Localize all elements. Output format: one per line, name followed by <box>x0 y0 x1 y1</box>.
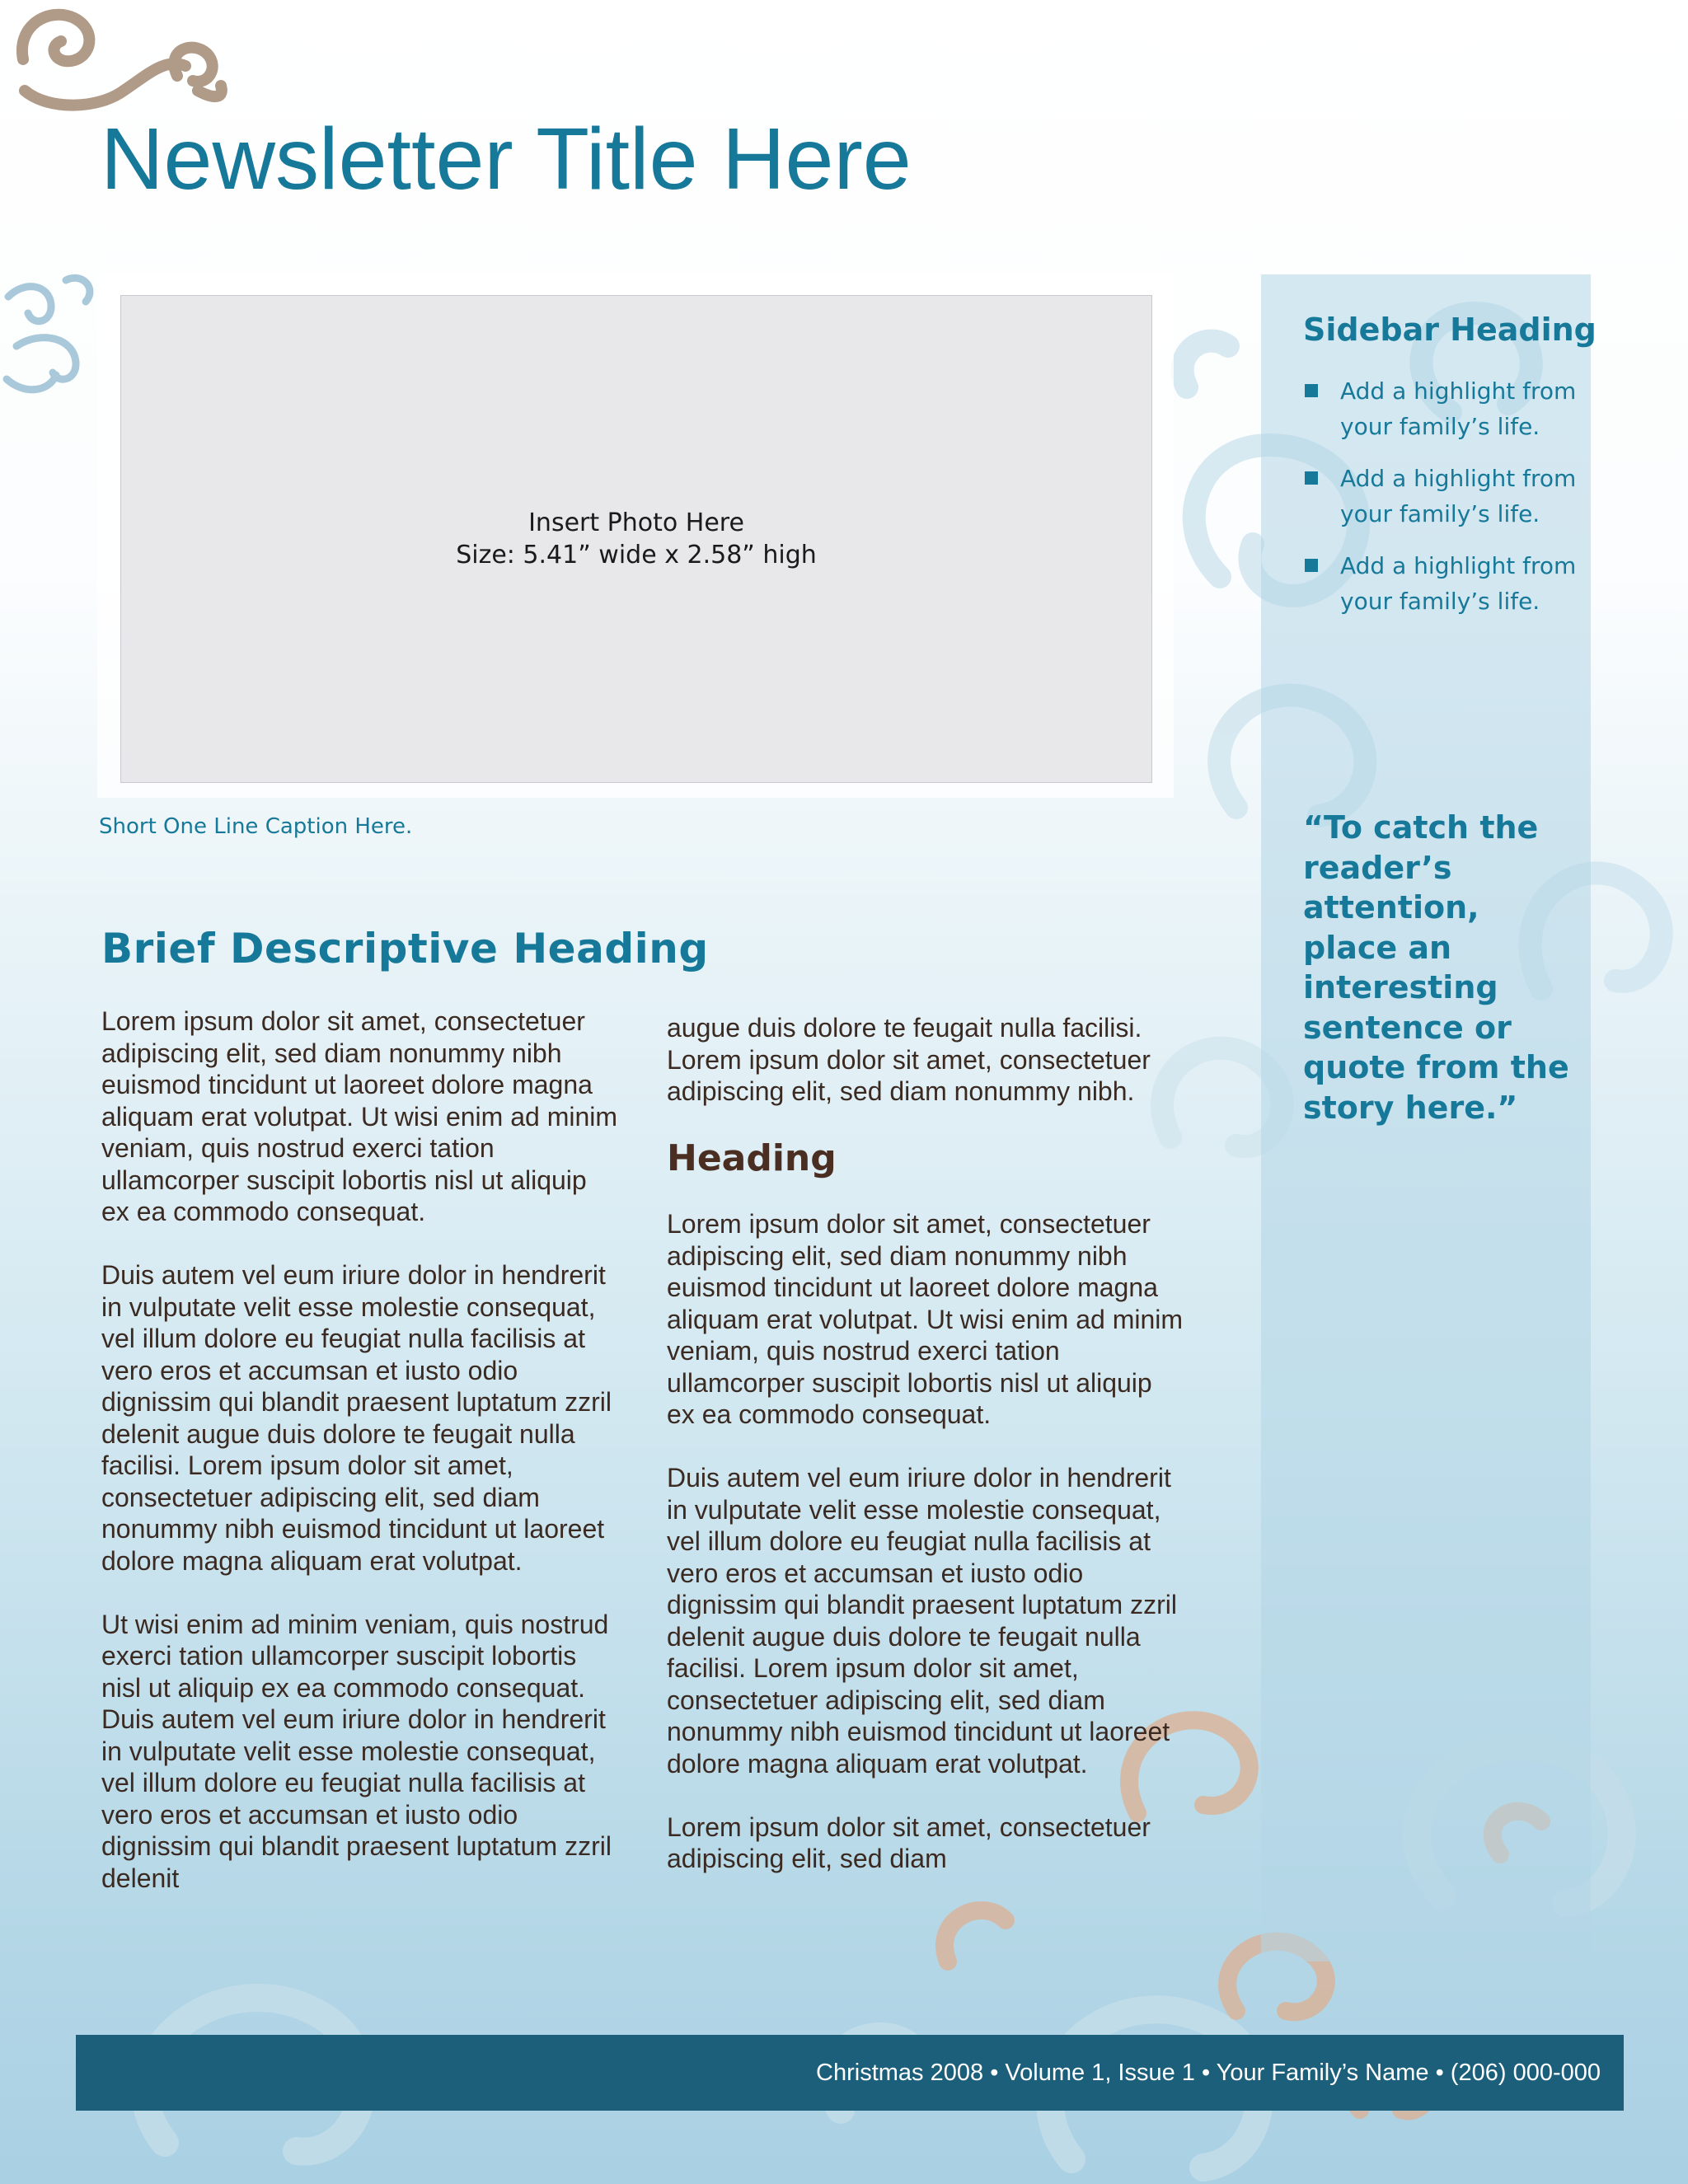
square-bullet-icon <box>1305 384 1318 397</box>
square-bullet-icon <box>1305 559 1318 572</box>
square-bullet-icon <box>1305 471 1318 485</box>
photo-caption: Short One Line Caption Here. <box>99 814 413 839</box>
footer-bar <box>76 2035 1624 2111</box>
article-paragraph: Ut wisi enim ad minim veniam, quis nostrud exerci tation ullamcorper suscipit lobortis nisl ut aliquip ex ea commodo consequat. Duis autem vel eum iriure dolor in hendrerit in vulputate velit esse molestie consequat, vel illum dolore eu feugiat nulla facilisis at vero eros et accumsan et iusto odio dignissim qui blandit praesent luptatum zzril delenit <box>101 1609 612 1893</box>
article-column-left <box>101 1005 621 1926</box>
article-paragraph: Lorem ipsum dolor sit amet, consectetuer adipiscing elit, sed diam nonummy nibh euismod tincidunt ut laoreet dolore magna aliquam erat volutpat. Ut wisi enim ad minim veniam, quis nostrud exerci tation ullamcorper suscipit lobortis nisl ut aliquip ex ea commodo consequat. <box>101 1006 618 1226</box>
list-item <box>1303 548 1583 619</box>
newsletter-title: Newsletter Title Here <box>101 110 912 208</box>
article-paragraph: Duis autem vel eum iriure dolor in hendrerit in vulputate velit esse molestie consequat, vel illum dolore eu feugiat nulla facilisis at vero eros et accumsan et iusto odio dignissim qui blandit praesent luptatum zzril delenit augue duis dolore te feugait nulla facilisi. Lorem ipsum dolor sit amet, consectetuer adipiscing elit, sed diam nonummy nibh euismod tincidunt ut laoreet dolore magna aliquam erat volutpat. <box>101 1260 612 1576</box>
list-item <box>1303 373 1583 444</box>
highlight-text: Add a highlight from your family’s life. <box>1340 377 1577 440</box>
article-paragraph: augue duis dolore te feugait nulla facilisi. Lorem ipsum dolor sit amet, consectetuer adipiscing elit, sed diam nonummy nibh. <box>667 1013 1151 1106</box>
article-column-right <box>667 1012 1186 1906</box>
photo-placeholder[interactable] <box>120 295 1152 783</box>
sidebar-highlights <box>1303 373 1583 635</box>
article-heading: Brief Descriptive Heading <box>101 925 709 972</box>
pull-quote: “To catch the reader’s attention, place an interesting sentence or quote from the story here.” <box>1303 809 1569 1126</box>
article-paragraph: Lorem ipsum dolor sit amet, consectetuer adipiscing elit, sed diam <box>667 1811 1151 1874</box>
article-paragraph: Duis autem vel eum iriure dolor in hendrerit in vulputate velit esse molestie consequat, vel illum dolore eu feugiat nulla facilisis at vero eros et accumsan et iusto odio dignissim qui blandit praesent luptatum zzril delenit augue duis dolore te feugait nulla facilisi. Lorem ipsum dolor sit amet, consectetuer adipiscing elit, sed diam nonummy nibh euismod tincidunt ut laoreet dolore magna aliquam erat volutpat. <box>667 1463 1177 1779</box>
article-subheading: Heading <box>667 1137 837 1179</box>
footer-text: Christmas 2008 • Volume 1, Issue 1 • Your Family’s Name • (206) 000-000 <box>816 2059 1601 2086</box>
article-paragraph: Lorem ipsum dolor sit amet, consectetuer adipiscing elit, sed diam nonummy nibh euismod tincidunt ut laoreet dolore magna aliquam erat volutpat. Ut wisi enim ad minim veniam, quis nostrud exerci tation ullamcorper suscipit lobortis nisl ut aliquip ex ea commodo consequat. <box>667 1209 1184 1430</box>
highlight-text: Add a highlight from your family’s life. <box>1340 465 1577 527</box>
list-item <box>1303 461 1583 532</box>
swirl-left-icon <box>7 278 90 389</box>
photo-placeholder-size: Size: 5.41” wide x 2.58” high <box>456 541 817 569</box>
highlight-text: Add a highlight from your family’s life. <box>1340 552 1577 615</box>
swirl-top-left-icon <box>22 15 222 105</box>
photo-placeholder-label: Insert Photo Here <box>528 509 744 537</box>
sidebar-heading: Sidebar Heading <box>1303 312 1597 348</box>
